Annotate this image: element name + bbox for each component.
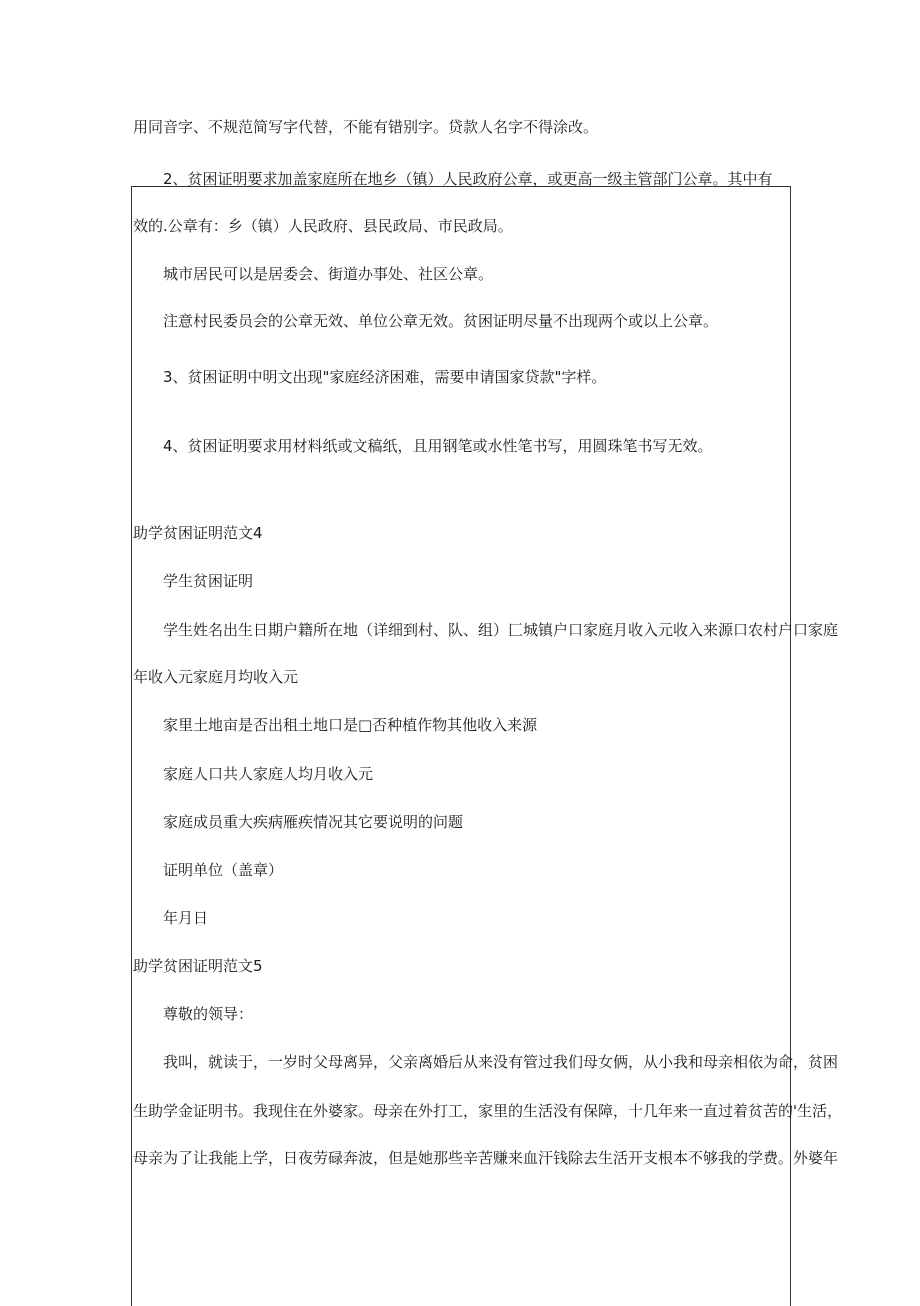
text-line: 生助学金证明书。我现住在外婆家。母亲在外打工，家里的生活没有保障，十几年来一直过着贫苦的'生活， <box>133 1102 843 1120</box>
text-line: 我叫，就读于，一岁时父母离异，父亲离婚后从来没有管过我们母女俩，从小我和母亲相依为命，贫困 <box>163 1053 839 1071</box>
section-heading: 助学贫困证明范文5 <box>133 957 263 975</box>
text-line: 家庭成员重大疾病雁疾情况其它要说明的问题 <box>163 813 464 831</box>
text-line: 家庭人口共人家庭人均月收入元 <box>163 765 374 783</box>
text-line: 效的.公章有：乡（镇）人民政府、县民政局、市民政局。 <box>133 217 513 235</box>
text-line: 年月日 <box>163 909 209 927</box>
text-line: 年收入元家庭月均收入元 <box>133 668 299 686</box>
text-line: 证明单位（盖章） <box>163 861 284 879</box>
text-line: 2、贫困证明要求加盖家庭所在地乡（镇）人民政府公章，或更高一级主管部门公章。其中有 <box>163 170 773 188</box>
text-line: 3、贫困证明中明文出现"家庭经济困难，需要申请国家贷款"字样。 <box>163 368 607 386</box>
text-line: 母亲为了让我能上学，日夜劳碌奔波，但是她那些辛苦赚来血汗钱除去生活开支根本不够我的学费。外婆年 <box>133 1149 839 1167</box>
text-line: 城市居民可以是居委会、街道办事处、社区公章。 <box>163 265 494 283</box>
text-line: 学生贫困证明 <box>163 572 254 590</box>
text-line: 注意村民委员会的公章无效、单位公章无效。贫困证明尽量不出现两个或以上公章。 <box>163 312 719 330</box>
section-heading: 助学贫困证明范文4 <box>133 524 263 542</box>
text-line: 学生姓名出生日期户籍所在地（详细到村、队、组）匚城镇户口家庭月收入元收入来源口农村户口家庭 <box>163 621 839 639</box>
page-frame <box>131 186 843 1306</box>
text-line: 4、贫困证明要求用材料纸或文稿纸，且用钢笔或水性笔书写，用圆珠笔书写无效。 <box>163 437 713 455</box>
text-line: 家里土地亩是否出租土地口是□否种植作物其他收入来源 <box>163 716 538 734</box>
text-line: 用同音字、不规范简写字代替，不能有错别字。贷款人名字不得涂改。 <box>133 118 599 136</box>
text-line: 尊敬的领导： <box>163 1005 254 1023</box>
